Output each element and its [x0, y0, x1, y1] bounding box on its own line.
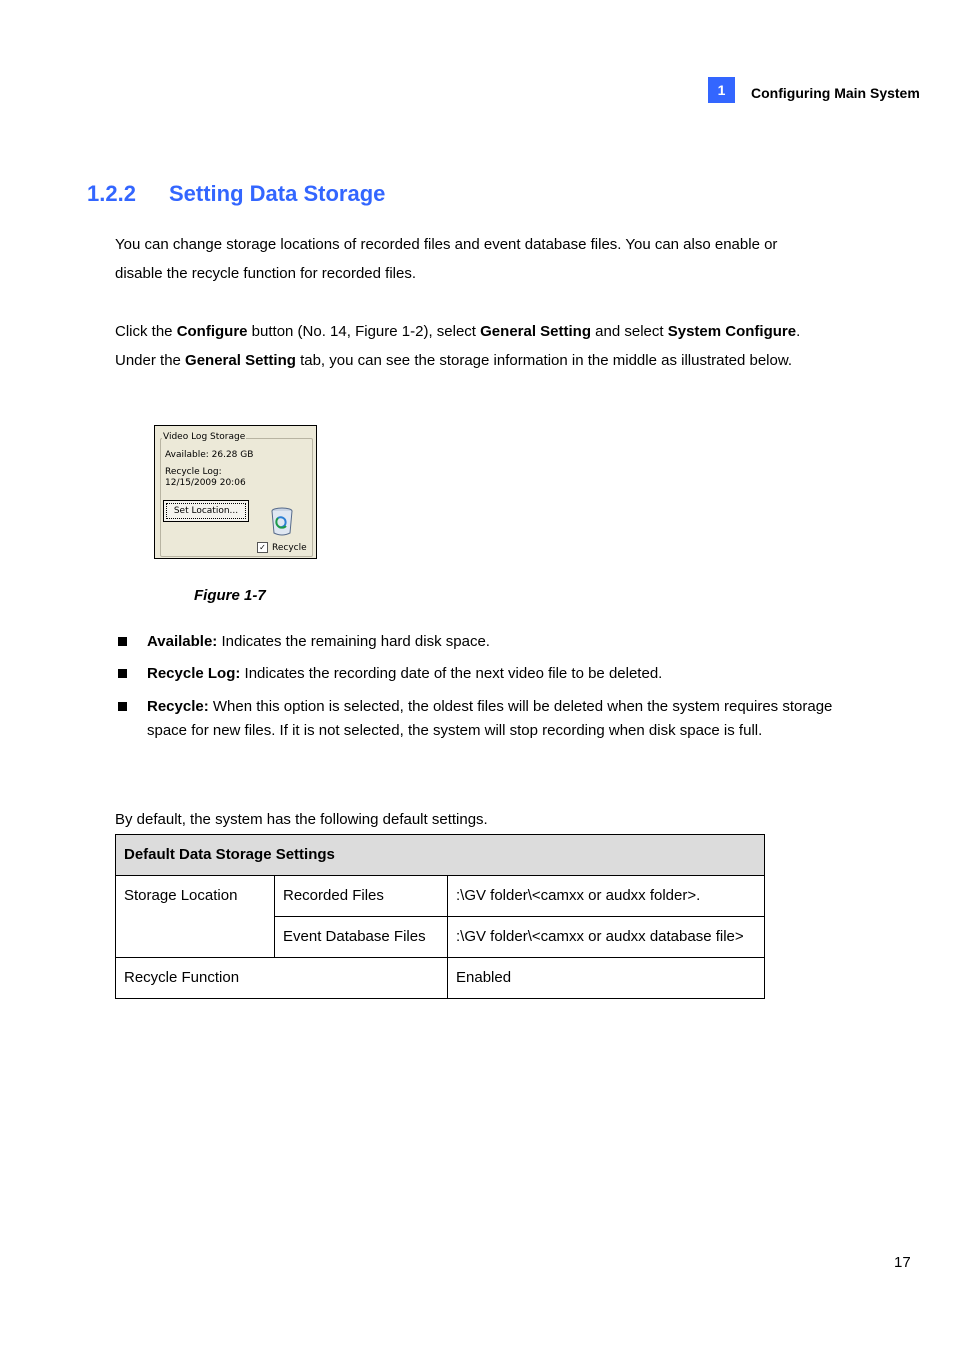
bullet-marker: [118, 665, 132, 679]
groupbox-title: Video Log Storage: [163, 432, 246, 442]
instr-text-5: tab, you can see the storage information in the middle as illustrated below.: [295, 352, 793, 369]
bullet-marker: [118, 698, 132, 712]
bullet-text: When this option is selected, the oldest files will be deleted when the system requires storage space for new files. If it is not selected, the system will stop recording when disk space is full.: [147, 698, 833, 739]
section-title-text: Setting Data Storage: [169, 181, 386, 206]
bullet-term: Recycle:: [147, 698, 209, 715]
set-location-button-label: Set Location...: [166, 503, 246, 519]
default-settings-table: [115, 834, 765, 999]
bullet-available: [147, 630, 842, 654]
instructions-paragraph: [115, 317, 840, 375]
bullet-text: Indicates the remaining hard disk space.: [217, 633, 490, 650]
intro-line-1: You can change storage locations of recorded files and event database files. You can also enable or: [115, 236, 778, 253]
event-db-value: :\GV folder\<camxx or audxx database file>: [448, 917, 765, 958]
instr-text-4: . Under the: [115, 323, 801, 369]
event-db-files-cell: Event Database Files: [275, 917, 448, 958]
recycle-function-cell: Recycle Function: [116, 958, 448, 999]
available-text: Available: 26.28 GB: [165, 450, 254, 460]
table-row: [116, 958, 765, 999]
recorded-files-value: :\GV folder\<camxx or audxx folder>.: [448, 876, 765, 917]
defaults-intro: By default, the system has the following default settings.: [115, 811, 488, 828]
table-row: [116, 876, 765, 917]
page-number: 17: [894, 1254, 911, 1271]
recycle-log-value: 12/15/2009 20:06: [165, 478, 246, 488]
instr-text-3: and select: [591, 323, 668, 340]
bullet-recycle: [147, 695, 842, 743]
instr-configure: Configure: [176, 323, 248, 340]
set-location-button[interactable]: [163, 500, 249, 522]
recycle-log-label: Recycle Log:: [165, 467, 222, 477]
bullet-term: Recycle Log:: [147, 665, 241, 682]
instr-general-setting: General Setting: [480, 323, 591, 340]
recycle-checkbox[interactable]: ✓: [257, 542, 268, 553]
recycle-checkbox-label: Recycle: [272, 543, 307, 553]
instr-system-configure: System Configure: [667, 323, 797, 340]
intro-paragraph: [115, 230, 840, 288]
instr-text-2: button (No. 14, Figure 1-2), select: [247, 323, 481, 340]
bullet-text: Indicates the recording date of the next video file to be deleted.: [240, 665, 663, 682]
instr-text-1: Click the: [115, 323, 177, 340]
recorded-files-cell: Recorded Files: [275, 876, 448, 917]
figure-video-log-storage: [154, 425, 317, 559]
intro-line-2: disable the recycle function for recorded files.: [115, 265, 416, 282]
section-number: 1.2.2: [87, 181, 136, 206]
bullet-marker: [118, 633, 132, 647]
chapter-title: Configuring Main System: [751, 85, 920, 101]
recycle-function-value: Enabled: [448, 958, 765, 999]
chapter-number-badge: 1: [708, 77, 735, 103]
recycle-bin-icon: [270, 506, 294, 536]
table-title: Default Data Storage Settings: [116, 835, 765, 876]
figure-caption: Figure 1-7: [194, 587, 266, 604]
bullet-term: Available:: [147, 633, 218, 650]
bullet-recycle-log: [147, 662, 842, 686]
section-title: [87, 181, 385, 207]
table-row: [116, 835, 765, 876]
instr-general-setting-tab: General Setting: [185, 352, 296, 369]
storage-location-cell: Storage Location: [116, 876, 275, 958]
